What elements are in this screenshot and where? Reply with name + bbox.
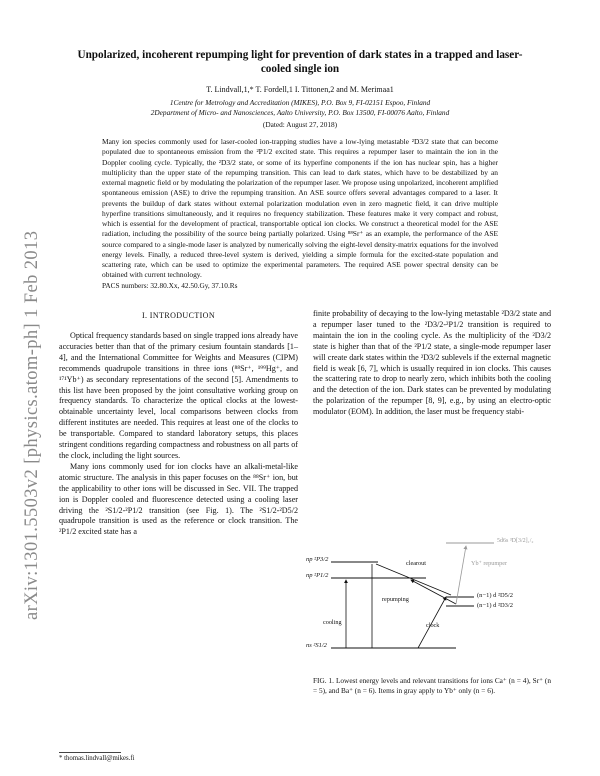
intro-paragraph-2: Many ions commonly used for ion clocks have an alkali-metal-like atomic structure. The analysis in this paper focuses on the ⁸⁸Sr⁺ ion, but the applicability to other ions will be discussed in Sec. VII. The trapped ion is Doppler cooled and fluorescence detected using a cooling laser driving the ²S1/2-²P1/2 transition (see Fig. 1). The ²S1/2-²D5/2 quadrupole transition is used as the reference or clock transition. The ²P1/2 excited state has a bbox=[59, 461, 298, 537]
label-clearout: clearout bbox=[406, 560, 426, 567]
affiliation-1: 1Centre for Metrology and Accreditation (MIKES), P.O. Box 9, FI-02151 Espoo, Finland bbox=[169, 98, 431, 107]
affiliations bbox=[70, 98, 530, 118]
label-p12: np ²P1/2 bbox=[306, 572, 329, 579]
label-gray-level: 5d6s ³D[3/2]₁/₂ bbox=[497, 538, 534, 544]
intro-paragraph-3: finite probability of decaying to the low-lying metastable ²D3/2 state and a repumper laser tuned to the ²D3/2-²P1/2 transition is required to maintain the ion in the cooling cycle. As the multiplicity of the ²D3/2 state is higher than that of the ²P1/2 state, a single-mode repumper laser will create dark states within the ²D3/2 sublevels if the external magnetic field is weak [6, 7], which is usually required in ion clocks. This causes the scattering rate to drop to nearly zero, which inhibits both the cooling and the detection of the ion. Dark states can be prevented by modulating the polarization of the repumper [8, 9], e.g., by using an electro-optic modulator (EOM). In addition, the laser must be frequency stabi- bbox=[313, 309, 551, 417]
label-p32: np ²P3/2 bbox=[306, 556, 329, 563]
label-d32: (n−1) d ²D3/2 bbox=[477, 602, 513, 609]
footnote-rule bbox=[59, 752, 121, 753]
abstract: Many ion species commonly used for laser-cooled ion-trapping studies have a low-lying metastable ²D3/2 state that can become populated due to spontaneous emission from the ²P1/2 excited state. This requires a repumper laser to maintain the ion in the Doppler cooling cycle. Typically, the ²D3/2 state, or some of its hyperfine components if the ion has nuclear spin, has a higher multiplicity than the upper state of the repumping transition. This can lead to dark states, which have to be destabilized by an external magnetic field or by modulating the polarization of the repumper laser. We propose using unpolarized, incoherent amplified spontaneous emission (ASE) to drive the repumping transition. An ASE source offers several advantages compared to a laser. It prevents the buildup of dark states without external polarization modulation even in zero magnetic field, it can drive multiple hyperfine transitions simultaneously, and it requires no frequency stabilization. These features make it very compact and robust, which is essential for the development of practical, transportable optical ion clocks. We construct a theoretical model for the ASE radiation, including the possibility of the source being partially polarized. Using ⁸⁸Sr⁺ as an example, the performance of the ASE source compared to a single-mode laser is analyzed by numerically solving the eight-level density-matrix equations for the involved energy levels. Finally, a reduced three-level system is derived, yielding a simple formula for the excited-state population and scattering rate, which can be used to optimize the experimental parameters. The required ASE power spectral density can be obtained with current technology. bbox=[102, 137, 498, 280]
author-list: T. Lindvall,1,* T. Fordell,1 I. Tittonen,2 and M. Merimaa1 bbox=[206, 85, 394, 94]
affiliation-2: 2Department of Micro- and Nanosciences, Aalto University, P.O. Box 13500, FI-00076 Aalto, Finland bbox=[150, 108, 450, 117]
label-d52: (n−1) d ²D5/2 bbox=[477, 592, 513, 599]
label-yb-repumper: Yb⁺ repumper bbox=[471, 560, 508, 567]
arxiv-sidebar bbox=[4, 150, 40, 620]
paper-title: Unpolarized, incoherent repumping light for prevention of dark states in a trapped and laser-cooled single ion bbox=[77, 49, 523, 75]
repumping-arrow bbox=[411, 580, 456, 604]
pacs-numbers: PACS numbers: 32.80.Xx, 42.50.Gy, 37.10.Rs bbox=[102, 281, 238, 290]
label-clock: clock bbox=[426, 622, 440, 629]
footnote: * thomas.lindvall@mikes.fi bbox=[59, 755, 135, 762]
clearout-arrow bbox=[376, 564, 451, 595]
energy-level-diagram bbox=[306, 534, 554, 660]
yb-repumper-arrow bbox=[456, 546, 466, 604]
right-column bbox=[313, 309, 551, 418]
label-cooling: cooling bbox=[323, 619, 342, 626]
energy-level-figure bbox=[306, 534, 554, 660]
date-line: (Dated: August 27, 2018) bbox=[262, 120, 338, 129]
figure-caption: FIG. 1. Lowest energy levels and relevant transitions for ions Ca⁺ (n = 4), Sr⁺ (n = 5), and Ba⁺ (n = 6). Items in gray apply to Yb⁺ only (n = 6). bbox=[313, 676, 551, 695]
label-repumping: repumping bbox=[382, 596, 409, 603]
intro-paragraph-1: Optical frequency standards based on single trapped ions already have accuracies better than that of the primary cesium fountain standards [1–4], and the International Committee for Weights and Measures (CIPM) recommends quadrupole transitions in three ions (⁸⁸Sr⁺, ¹⁹⁹Hg⁺, and ¹⁷¹Yb⁺) as secondary representations of the second [5]. Amendments to this list have been proposed by the joint consultative working group on frequency standards. To characterize the optical clocks at the lowest-obtainable uncertainty level, local comparisons between clocks from different institutes are needed. This requires at least one of the clocks to be transportable. Compared to standard laboratory setups, this places stringent conditions regarding compactness and robustness on all parts of the clock, including the light sources. bbox=[59, 331, 298, 460]
section-heading: I. INTRODUCTION bbox=[141, 311, 216, 320]
left-column bbox=[59, 331, 298, 538]
label-s12: ns ²S1/2 bbox=[306, 642, 327, 649]
arxiv-identifier: arXiv:1301.5503v2 [physics.atom-ph] 1 Feb 2013 bbox=[22, 230, 42, 620]
